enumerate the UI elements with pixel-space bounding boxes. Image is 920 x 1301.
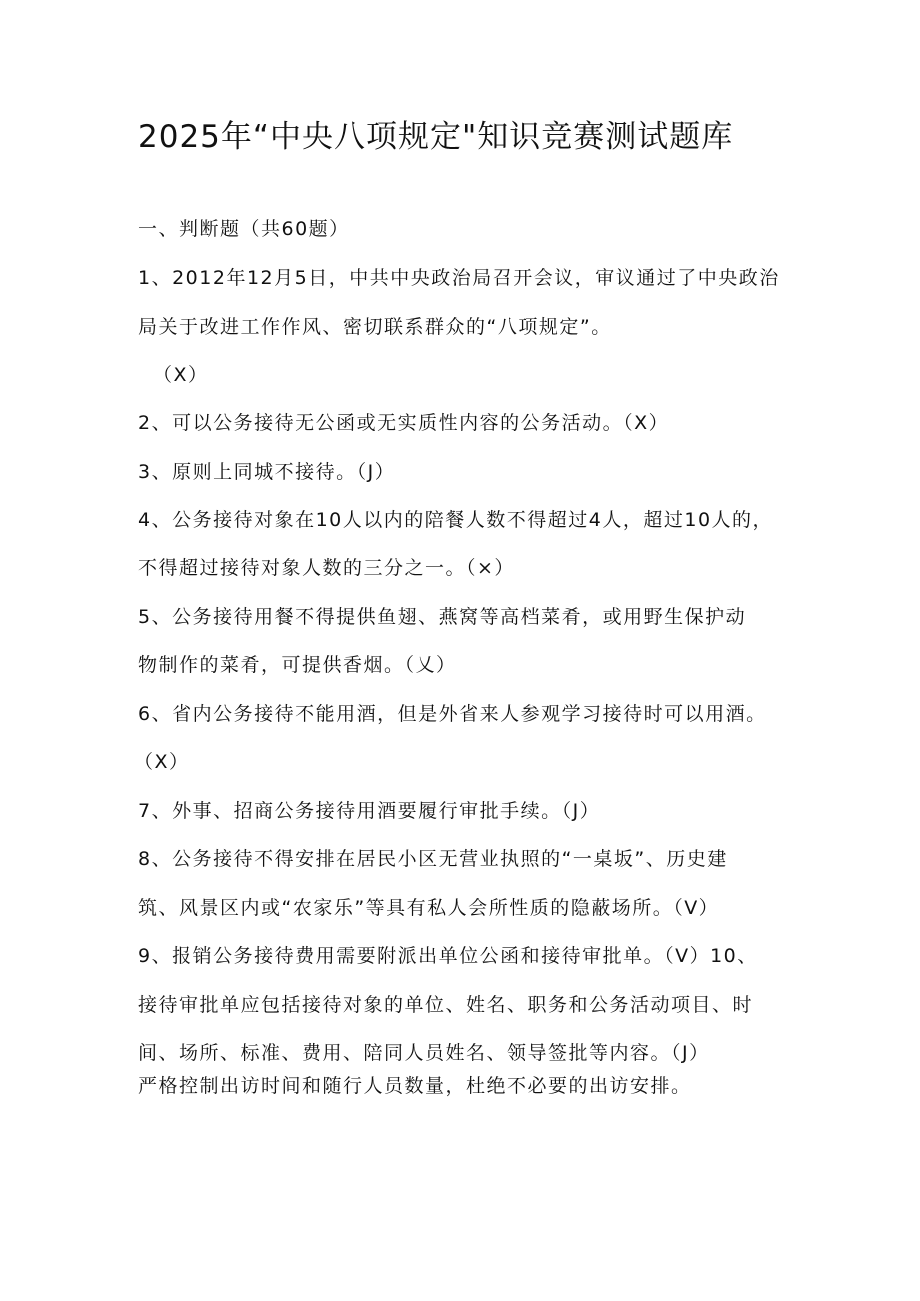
question-line: 9、报销公务接待费用需要附派出单位公函和接待审批单。（V）10、 (138, 945, 758, 967)
question-line: 间、场所、标准、费用、陪同人员姓名、领导签批等内容。（J） (138, 1042, 710, 1064)
question-line: 8、公务接待不得安排在居民小区无营业执照的“一桌坂”、历史建 (138, 848, 728, 870)
document-title: 2025年“中央八项规定"知识竞赛测试题库 (138, 119, 734, 155)
question-line: 筑、风景区内或“农家乐”等具有私人会所性质的隐蔽场所。（V） (138, 897, 720, 919)
question-line: 1、2012年12月5日，中共中央政治局召开会议，审议通过了中央政治 (138, 267, 780, 289)
question-line: 不得超过接待对象人数的三分之一。（×） (138, 557, 515, 579)
question-line: 5、公务接待用餐不得提供鱼翅、燕窝等高档菜肴，或用野生保护动 (138, 606, 747, 628)
question-line: 7、外事、招商公务接待用酒要履行审批手续。（J） (138, 800, 601, 822)
question-line: 局关于改进工作作风、密切联系群众的“八项规定”。 (138, 316, 612, 338)
answer-line: （X） (134, 751, 190, 773)
question-line: 严格控制出访时间和随行人员数量，杜绝不必要的出访安排。 (138, 1075, 692, 1097)
question-line: 6、省内公务接待不能用酒，但是外省来人参观学习接待时可以用酒。 (138, 703, 767, 725)
question-line: 4、公务接待对象在10人以内的陪餐人数不得超过4人，超过10人的， (138, 509, 774, 531)
question-line: 物制作的菜肴，可提供香烟。（乂） (138, 654, 457, 676)
answer-line: （X） (153, 364, 209, 386)
question-line: 接待审批单应包括接待对象的单位、姓名、职务和公务活动项目、时 (138, 994, 754, 1016)
question-line: 3、原则上同城不接待。（J） (138, 461, 396, 483)
question-line: 2、可以公务接待无公函或无实质性内容的公务活动。（X） (138, 412, 670, 434)
section-heading: 一、判断题（共60题） (138, 218, 350, 240)
